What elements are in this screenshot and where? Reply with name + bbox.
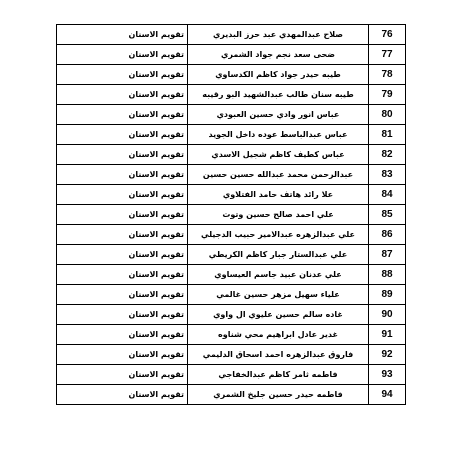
table-row xyxy=(57,25,406,45)
department-cell: تقويم الاسنان xyxy=(57,285,188,305)
row-number-cell: 91 xyxy=(369,325,406,345)
row-number-cell: 78 xyxy=(369,65,406,85)
student-name-cell: علا رائد هاتف حامد الفتلاوي xyxy=(188,185,369,205)
student-name-cell: ضحى سعد نجم جواد الشمري xyxy=(188,45,369,65)
student-roster-table xyxy=(56,24,406,405)
row-number-cell: 90 xyxy=(369,305,406,325)
row-number-cell: 83 xyxy=(369,165,406,185)
student-name-cell: عبدالرحمن محمد عبدالله حسين حسين xyxy=(188,165,369,185)
department-cell: تقويم الاسنان xyxy=(57,185,188,205)
student-name-cell: عباس انور وادي حسين العبودي xyxy=(188,105,369,125)
row-number-cell: 81 xyxy=(369,125,406,145)
student-name-cell: غاده سالم حسين عليوي ال واوي xyxy=(188,305,369,325)
student-name-cell: طيبه حيدر جواد كاظم الكدساوي xyxy=(188,65,369,85)
department-cell: تقويم الاسنان xyxy=(57,385,188,405)
table-row xyxy=(57,85,406,105)
department-cell: تقويم الاسنان xyxy=(57,145,188,165)
row-number-cell: 88 xyxy=(369,265,406,285)
row-number-cell: 82 xyxy=(369,145,406,165)
table-row xyxy=(57,325,406,345)
row-number-cell: 84 xyxy=(369,185,406,205)
department-cell: تقويم الاسنان xyxy=(57,125,188,145)
student-name-cell: عباس عبدالباسط عوده داخل الجويد xyxy=(188,125,369,145)
row-number-cell: 77 xyxy=(369,45,406,65)
table-row xyxy=(57,285,406,305)
department-cell: تقويم الاسنان xyxy=(57,265,188,285)
department-cell: تقويم الاسنان xyxy=(57,305,188,325)
table-row xyxy=(57,265,406,285)
table-row xyxy=(57,305,406,325)
department-cell: تقويم الاسنان xyxy=(57,65,188,85)
department-cell: تقويم الاسنان xyxy=(57,205,188,225)
student-name-cell: عباس كطيف كاظم شجيل الاسدي xyxy=(188,145,369,165)
department-cell: تقويم الاسنان xyxy=(57,45,188,65)
row-number-cell: 85 xyxy=(369,205,406,225)
student-name-cell: علي عبدالستار جبار كاظم الكريطي xyxy=(188,245,369,265)
table-row xyxy=(57,45,406,65)
department-cell: تقويم الاسنان xyxy=(57,325,188,345)
table-row xyxy=(57,125,406,145)
row-number-cell: 92 xyxy=(369,345,406,365)
department-cell: تقويم الاسنان xyxy=(57,105,188,125)
student-name-cell: علي عدنان عبيد جاسم العيساوي xyxy=(188,265,369,285)
table-row xyxy=(57,185,406,205)
department-cell: تقويم الاسنان xyxy=(57,225,188,245)
row-number-cell: 76 xyxy=(369,25,406,45)
row-number-cell: 86 xyxy=(369,225,406,245)
student-name-cell: غدير عادل ابراهيم محي شناوه xyxy=(188,325,369,345)
table-row xyxy=(57,205,406,225)
table-row xyxy=(57,385,406,405)
department-cell: تقويم الاسنان xyxy=(57,345,188,365)
table-row xyxy=(57,145,406,165)
student-name-cell: صلاح عبدالمهدي عبد حرز البديري xyxy=(188,25,369,45)
department-cell: تقويم الاسنان xyxy=(57,165,188,185)
table-row xyxy=(57,245,406,265)
table-row xyxy=(57,225,406,245)
row-number-cell: 93 xyxy=(369,365,406,385)
student-name-cell: علياء سهيل مزهر حسين غالمي xyxy=(188,285,369,305)
row-number-cell: 79 xyxy=(369,85,406,105)
student-name-cell: طيبه سنان طالب عبدالشهيد البو رقيبه xyxy=(188,85,369,105)
row-number-cell: 89 xyxy=(369,285,406,305)
department-cell: تقويم الاسنان xyxy=(57,25,188,45)
row-number-cell: 87 xyxy=(369,245,406,265)
row-number-cell: 80 xyxy=(369,105,406,125)
student-name-cell: علي عبدالزهره عبدالامير حبيب الدجيلي xyxy=(188,225,369,245)
student-name-cell: فاطمه ثامر كاظم عبدالخفاجي xyxy=(188,365,369,385)
department-cell: تقويم الاسنان xyxy=(57,85,188,105)
row-number-cell: 94 xyxy=(369,385,406,405)
student-name-cell: علي احمد صالح حسين وتوت xyxy=(188,205,369,225)
table-row xyxy=(57,365,406,385)
table-row xyxy=(57,165,406,185)
table-row xyxy=(57,65,406,85)
student-name-cell: فاطمه حيدر حسين جليخ الشمري xyxy=(188,385,369,405)
department-cell: تقويم الاسنان xyxy=(57,245,188,265)
table-row xyxy=(57,105,406,125)
department-cell: تقويم الاسنان xyxy=(57,365,188,385)
student-name-cell: فاروق عبدالزهره احمد اسحاق الدليمي xyxy=(188,345,369,365)
table-row xyxy=(57,345,406,365)
roster-body xyxy=(57,25,406,405)
